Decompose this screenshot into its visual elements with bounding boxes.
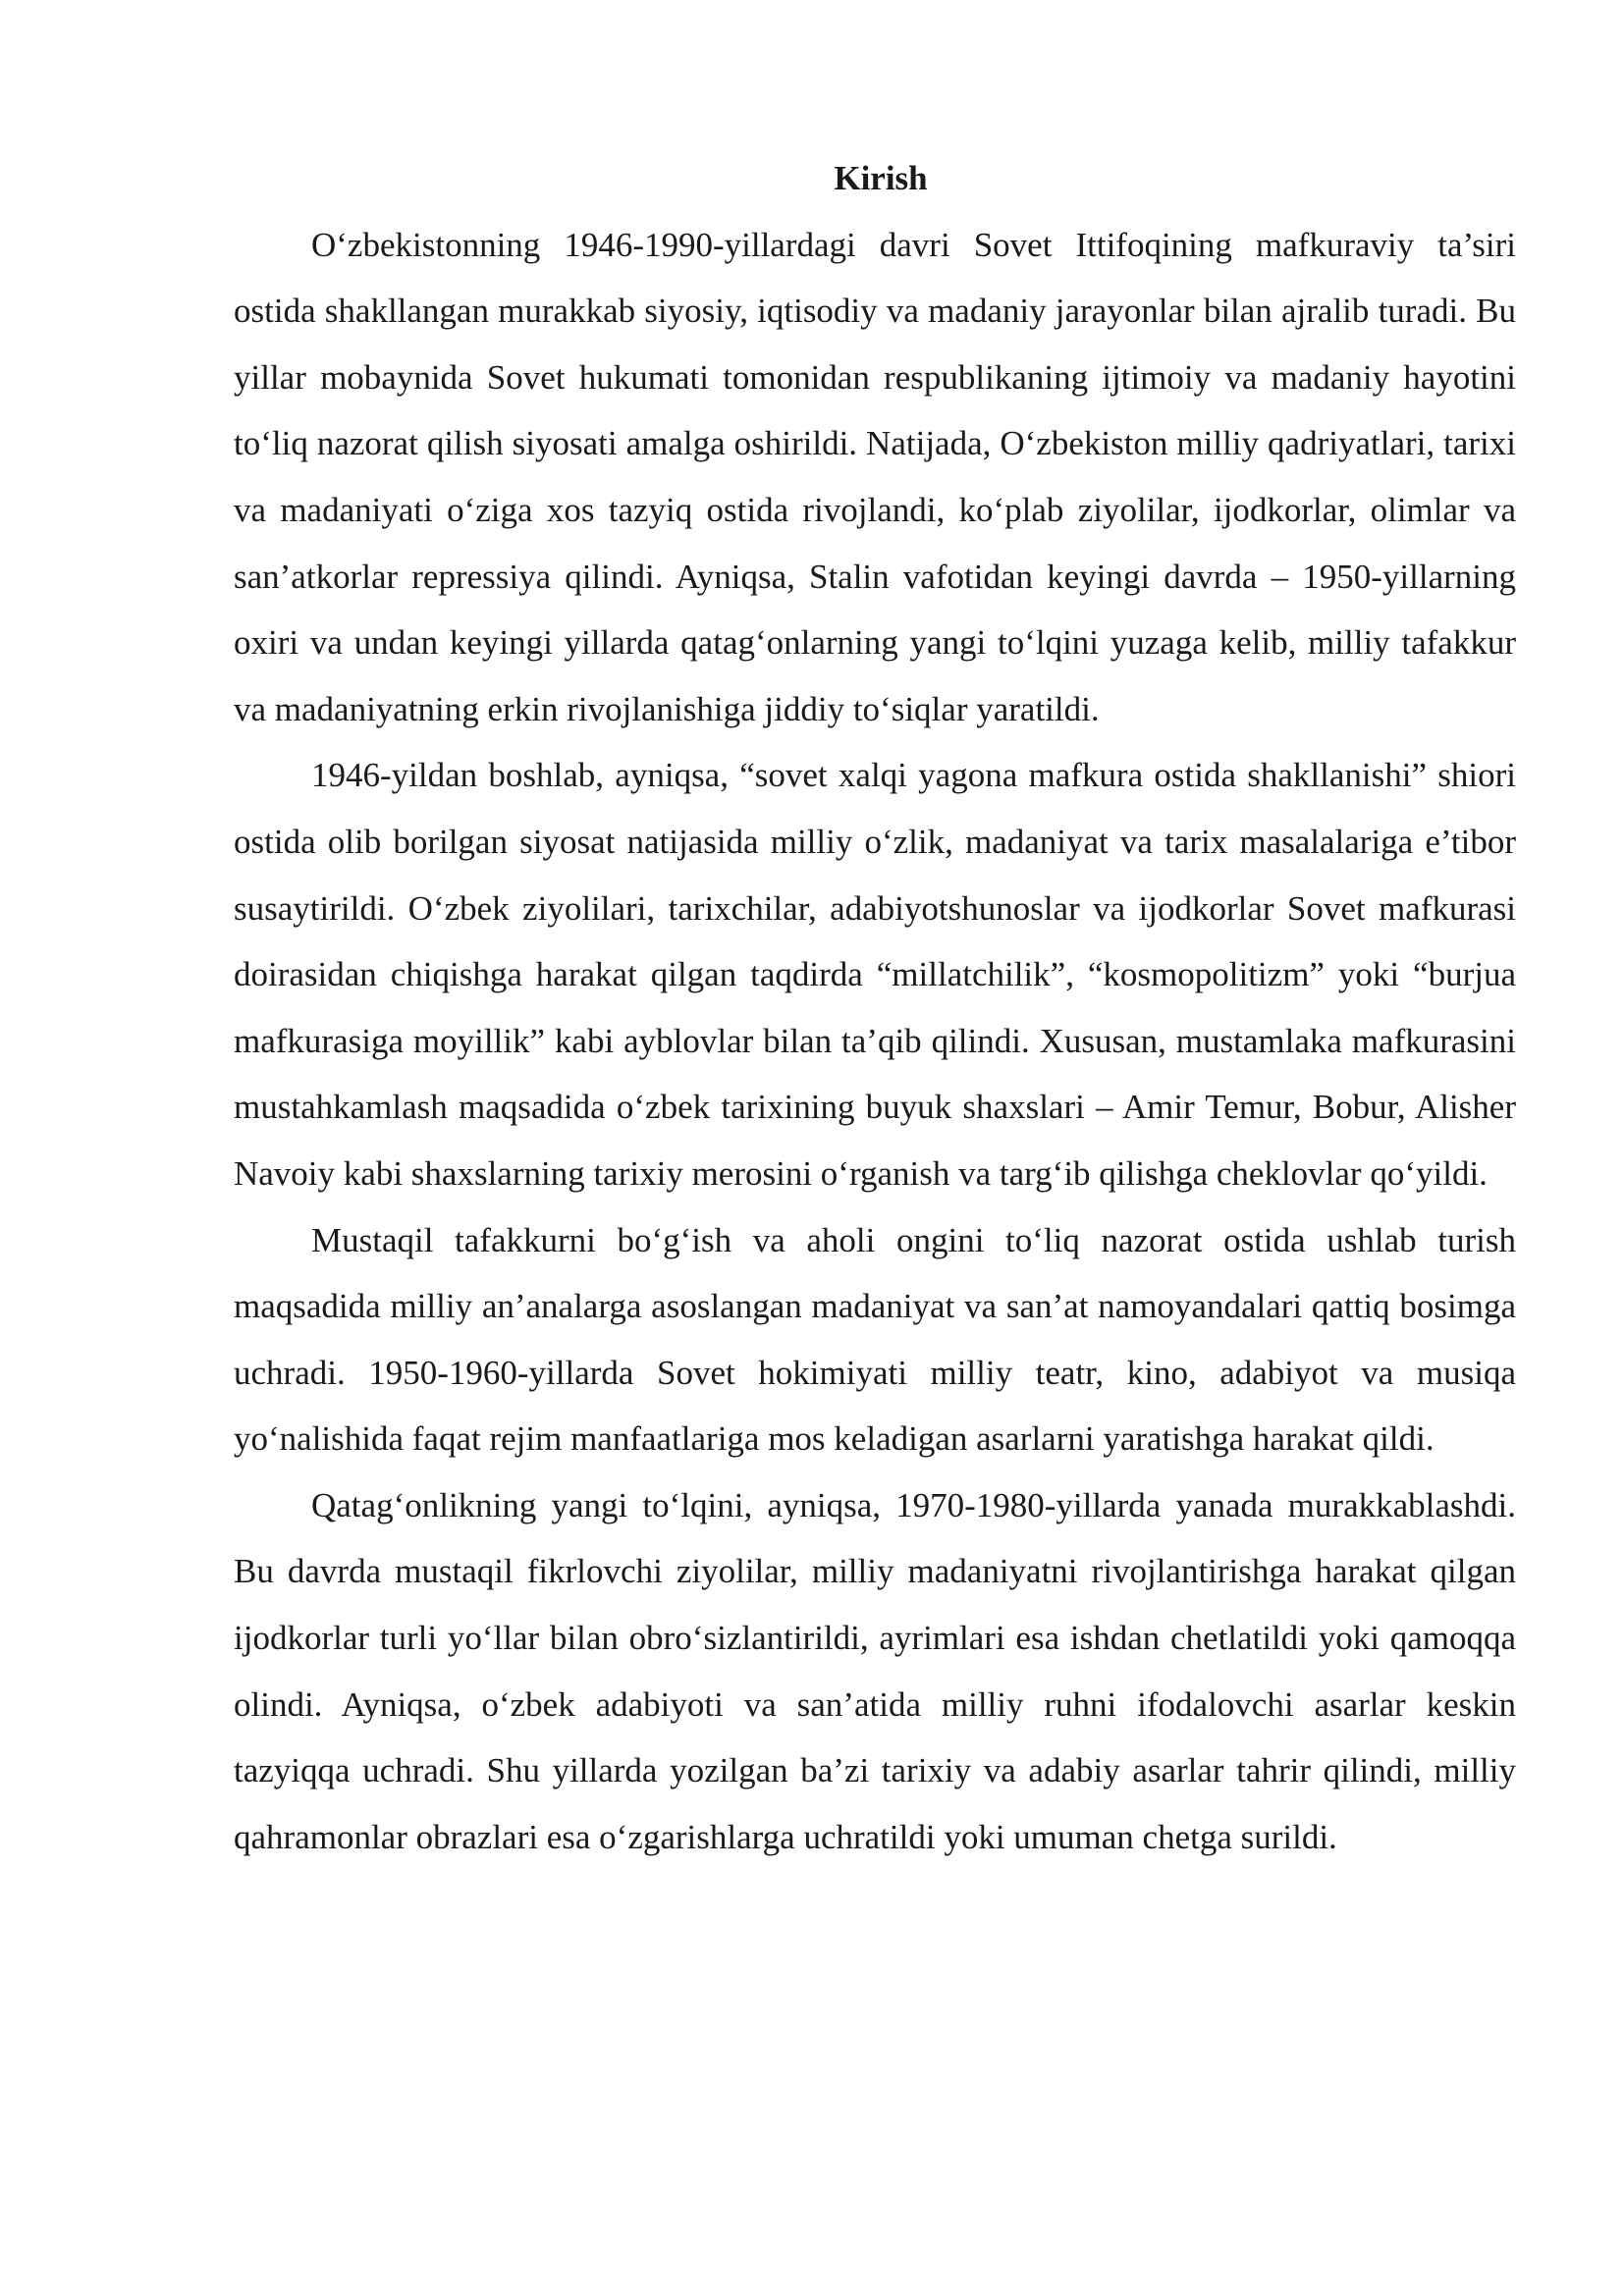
paragraph-4: Qatag‘onlikning yangi to‘lqini, ayniqsa, 1970-1980-yillarda yanada murakkablashdi. Bu davrda mustaqil fikrlovchi ziyolilar, milliy madaniyatni rivojlantirishga harakat qilgan ijodkorlar turli yo‘llar bilan obro‘sizlantirildi, ayrimlari esa ishdan chetlatildi yoki qamoqqa olindi. Ayniqsa, o‘zbek adabiyoti va san’atida milliy ruhni ifodalovchi asarlar keskin tazyiqqa uchradi. Shu yillarda yozilgan ba’zi tarixiy va adabiy asarlar tahrir qilindi, milliy qahramonlar obrazlari esa o‘zgarishlarga uchratildi yoki umuman chetga surildi. (234, 1485, 1516, 1856)
paragraph-1: O‘zbekistonning 1946-1990-yillardagi davri Sovet Ittifoqining mafkuraviy ta’siri ostida shakllangan murakkab siyosiy, iqtisodiy va madaniy jarayonlar bilan ajralib turadi. Bu yillar mobaynida Sovet hukumati tomonidan respublikaning ijtimoiy va madaniy hayotini to‘liq nazorat qilish siyosati amalga oshirildi. Natijada, O‘zbekiston milliy qadriyatlari, tarixi va madaniyati o‘ziga xos tazyiq ostida rivojlandi, ko‘plab ziyolilar, ijodkorlar, olimlar va san’atkorlar repressiya qilindi. Ayniqsa, Stalin vafotidan keyingi davrda – 1950-yillarning oxiri va undan keyingi yillarda qatag‘onlarning yangi to‘lqini yuzaga kelib, milliy tafakkur va madaniyatning erkin rivojlanishiga jiddiy to‘siqlar yaratildi. (234, 225, 1516, 728)
document-body (234, 145, 1516, 1870)
paragraph-3: Mustaqil tafakkurni bo‘g‘ish va aholi ongini to‘liq nazorat ostida ushlab turish maqsadida milliy an’analarga asoslangan madaniyat va san’at namoyandalari qattiq bosimga uchradi. 1950-1960-yillarda Sovet hokimiyati milliy teatr, kino, adabiyot va musiqa yo‘nalishida faqat rejim manfaatlariga mos keladigan asarlarni yaratishga harakat qildi. (234, 1220, 1516, 1459)
page-title: Kirish (834, 159, 928, 197)
paragraph-2: 1946-yildan boshlab, ayniqsa, “sovet xalqi yagona mafkura ostida shakllanishi” shiori ostida olib borilgan siyosat natijasida milliy o‘zlik, madaniyat va tarix masalalariga e’tibor susaytirildi. O‘zbek ziyolilari, tarixchilar, adabiyotshunoslar va ijodkorlar Sovet mafkurasi doirasidan chiqishga harakat qilgan taqdirda “millatchilik”, “kosmopolitizm” yoki “burjua mafkurasiga moyillik” kabi ayblovlar bilan ta’qib qilindi. Xususan, mustamlaka mafkurasini mustahkamlash maqsadida o‘zbek tarixining buyuk shaxslari – Amir Temur, Bobur, Alisher Navoiy kabi shaxslarning tarixiy merosini o‘rganish va targ‘ib qilishga cheklovlar qo‘yildi. (234, 756, 1516, 1193)
